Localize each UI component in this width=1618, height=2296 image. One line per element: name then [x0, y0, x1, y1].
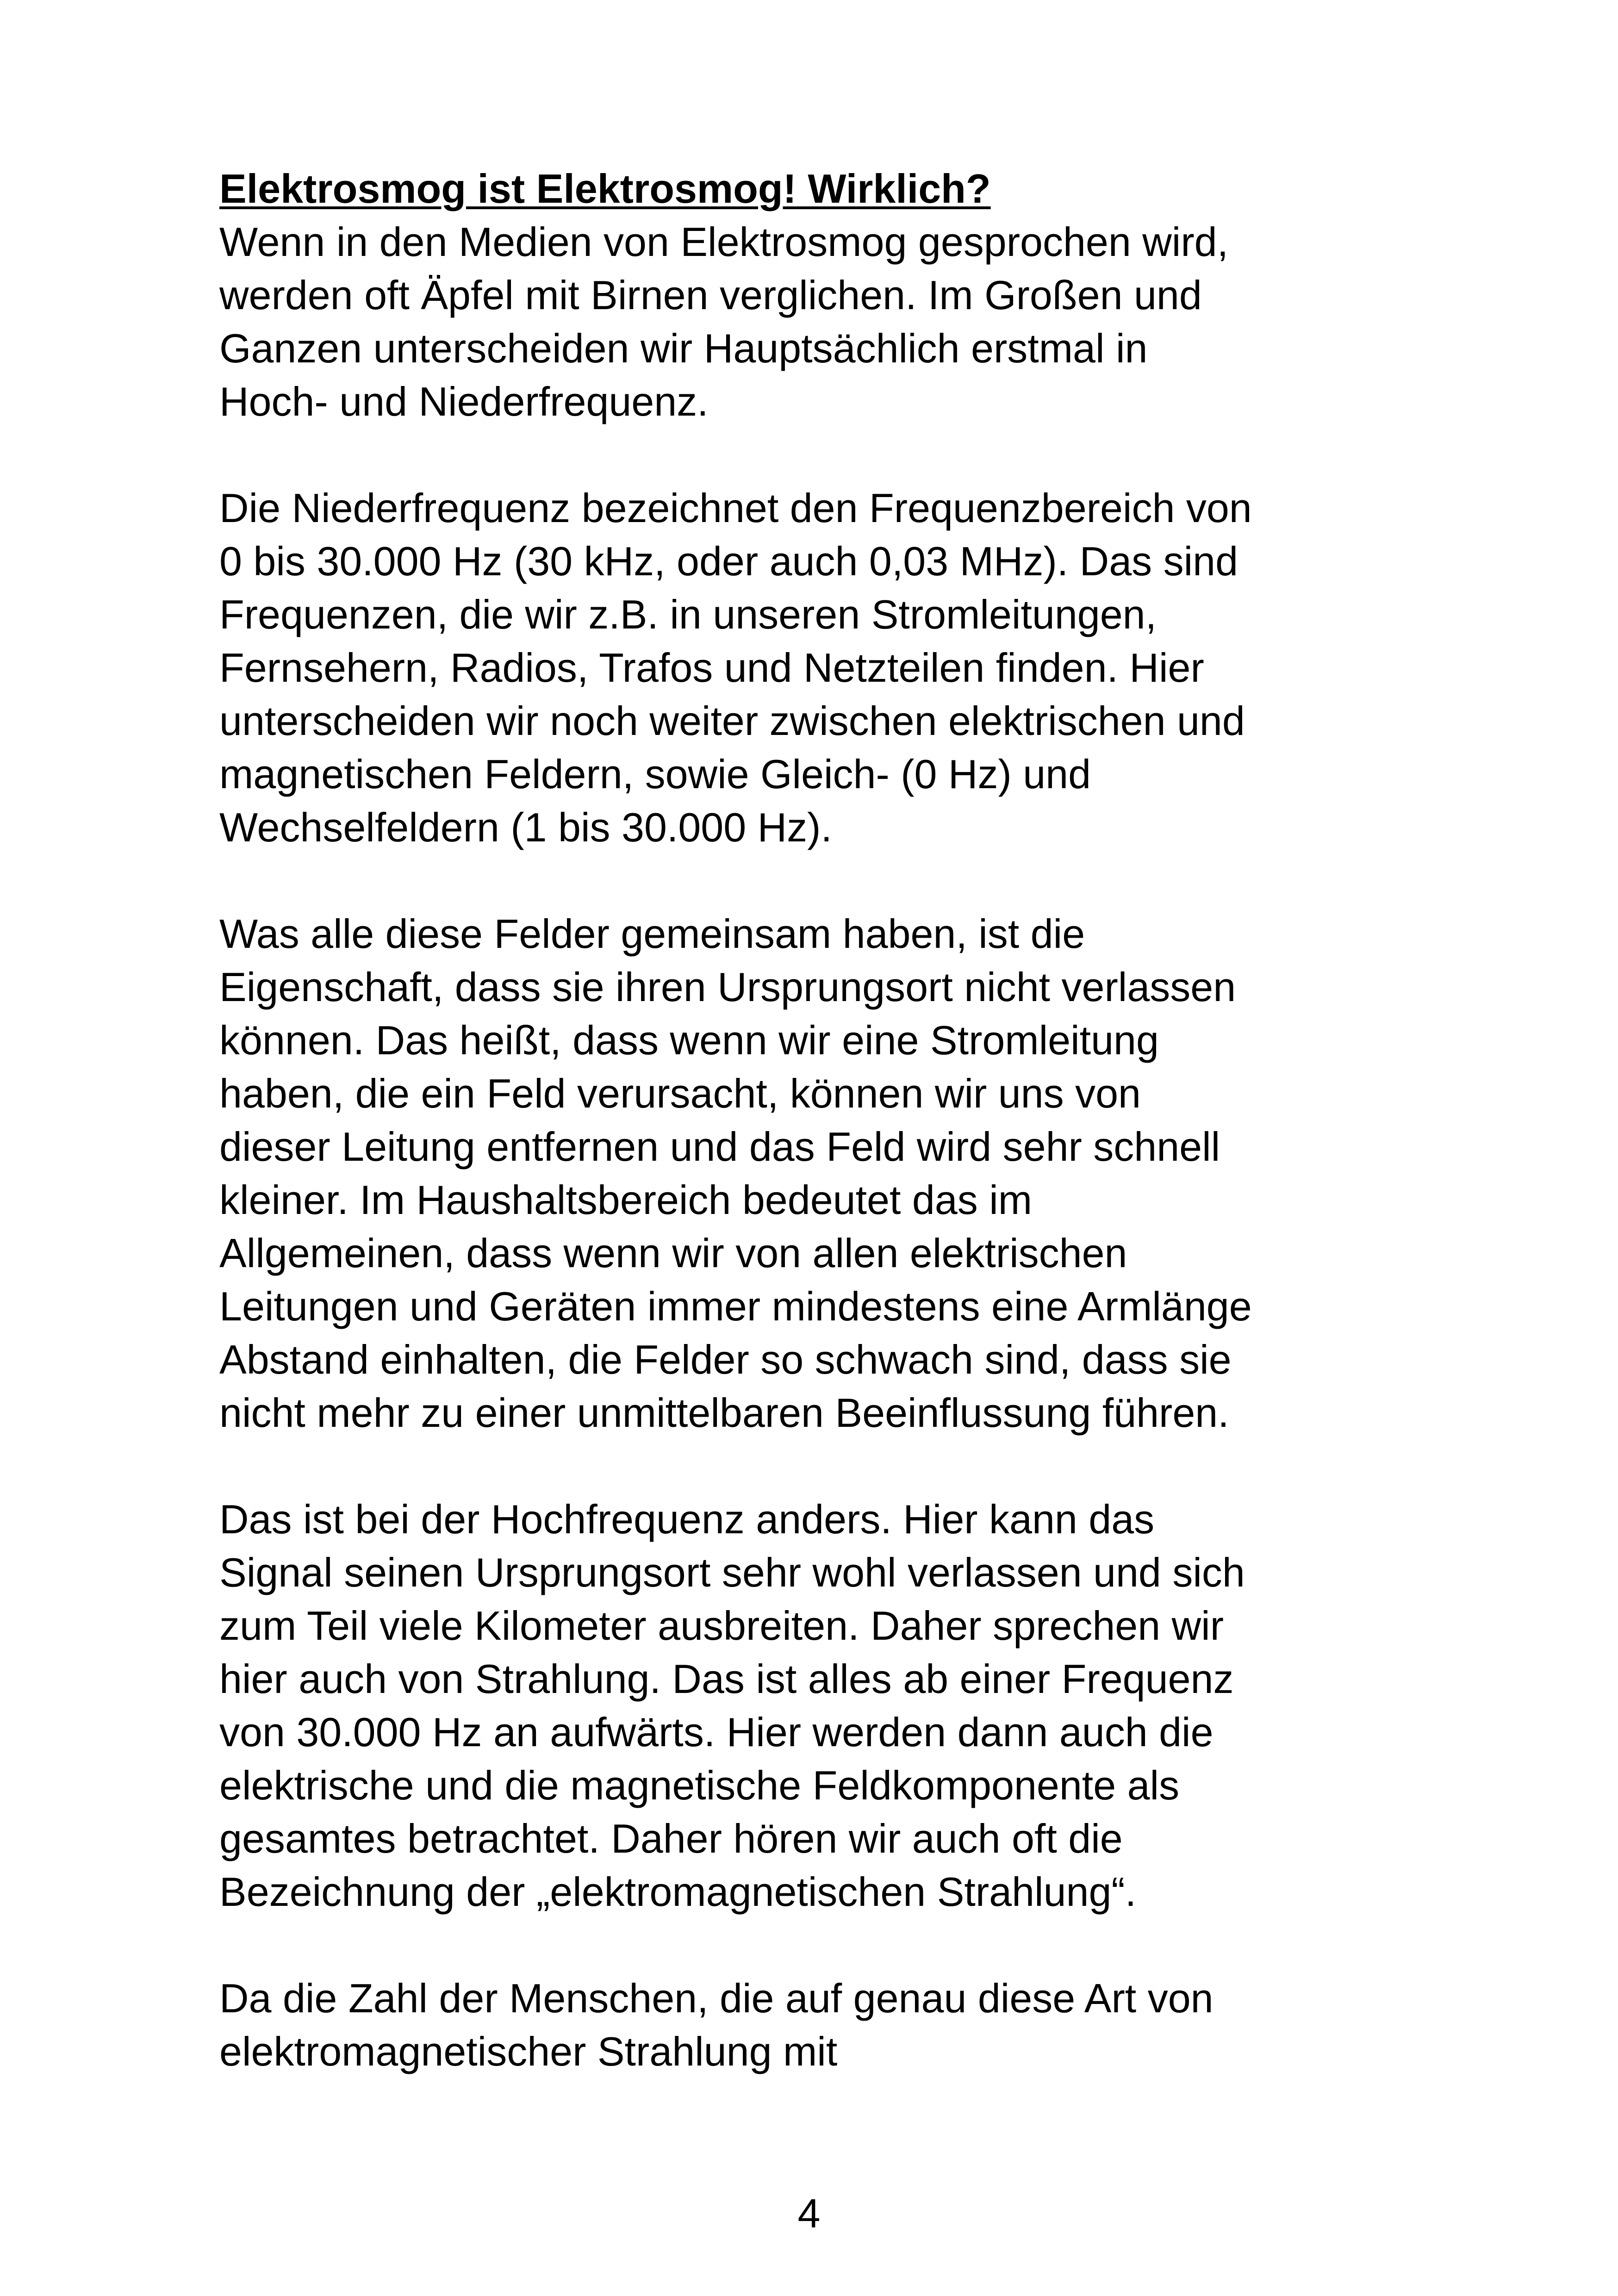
text-line: Bezeichnung der „elektromagnetischen Strahlung“. [219, 1869, 1137, 1915]
text-line: kleiner. Im Haushaltsbereich bedeutet das im [219, 1177, 1033, 1223]
text-line: Allgemeinen, dass wenn wir von allen elektrischen [219, 1230, 1127, 1276]
text-line: Wechselfeldern (1 bis 30.000 Hz). [219, 804, 832, 850]
text-line: magnetischen Feldern, sowie Gleich- (0 Hz) und [219, 751, 1091, 797]
text-line: Da die Zahl der Menschen, die auf genau diese Art von [219, 1975, 1214, 2021]
text-line: Die Niederfrequenz bezeichnet den Frequenzbereich von [219, 485, 1252, 531]
body-text [219, 215, 1441, 2078]
text-line: zum Teil viele Kilometer ausbreiten. Daher sprechen wir [219, 1603, 1224, 1649]
text-line: 0 bis 30.000 Hz (30 kHz, oder auch 0,03 MHz). Das sind [219, 538, 1238, 584]
paragraph [219, 907, 1441, 1439]
text-line: Signal seinen Ursprungsort sehr wohl verlassen und sich [219, 1549, 1245, 1595]
text-line: gesamtes betrachtet. Daher hören wir auch oft die [219, 1816, 1123, 1861]
text-line: können. Das heißt, dass wenn wir eine Stromleitung [219, 1017, 1159, 1063]
text-line: Ganzen unterscheiden wir Hauptsächlich erstmal in [219, 325, 1148, 371]
text-line: dieser Leitung entfernen und das Feld wird sehr schnell [219, 1124, 1220, 1170]
text-line: Fernsehern, Radios, Trafos und Netzteilen finden. Hier [219, 645, 1204, 691]
page-content [219, 162, 1441, 2078]
text-line: Was alle diese Felder gemeinsam haben, ist die [219, 911, 1085, 957]
text-line: Eigenschaft, dass sie ihren Ursprungsort nicht verlassen [219, 964, 1236, 1010]
paragraph [219, 215, 1441, 428]
text-line: Hoch- und Niederfrequenz. [219, 379, 709, 424]
paragraph [219, 481, 1441, 854]
text-line: Wenn in den Medien von Elektrosmog gesprochen wird, [219, 219, 1229, 265]
text-line: Frequenzen, die wir z.B. in unseren Stromleitungen, [219, 591, 1157, 637]
text-line: hier auch von Strahlung. Das ist alles ab einer Frequenz [219, 1656, 1234, 1702]
text-line: Leitungen und Geräten immer mindestens eine Armlänge [219, 1283, 1252, 1329]
paragraph [219, 1972, 1441, 2078]
page-number: 4 [797, 2190, 821, 2236]
text-line: werden oft Äpfel mit Birnen verglichen. Im Großen und [219, 272, 1202, 318]
text-line: Abstand einhalten, die Felder so schwach sind, dass sie [219, 1337, 1232, 1382]
text-line: nicht mehr zu einer unmittelbaren Beeinflussung führen. [219, 1390, 1229, 1436]
text-line: von 30.000 Hz an aufwärts. Hier werden dann auch die [219, 1709, 1214, 1755]
text-line: haben, die ein Feld verursacht, können wir uns von [219, 1070, 1141, 1116]
text-line: elektromagnetischer Strahlung mit [219, 2028, 838, 2074]
text-line: elektrische und die magnetische Feldkomponente als [219, 1762, 1180, 1808]
paragraph [219, 1493, 1441, 1918]
text-line: Das ist bei der Hochfrequenz anders. Hier kann das [219, 1496, 1155, 1542]
document-title: Elektrosmog ist Elektrosmog! Wirklich? [219, 166, 991, 212]
text-line: unterscheiden wir noch weiter zwischen elektrischen und [219, 698, 1245, 744]
